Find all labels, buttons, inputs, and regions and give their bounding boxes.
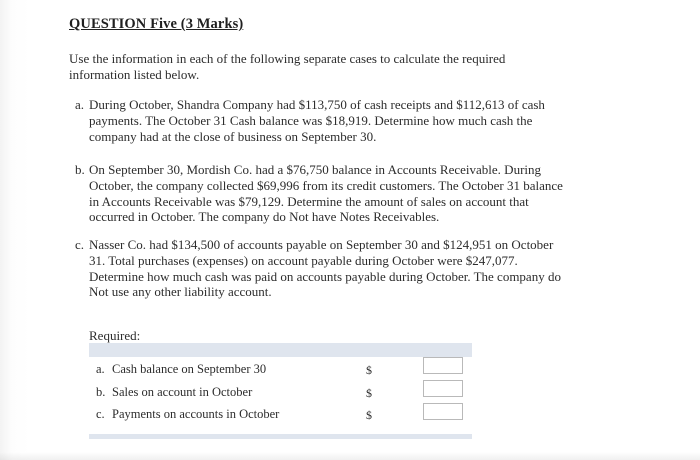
case-letter: a. (75, 97, 85, 112)
required-row-b (89, 382, 472, 404)
case-item-a (75, 97, 575, 147)
page-bottom-shadow (0, 452, 700, 460)
case-text: On September 30, Mordish Co. had a $76,750 balance in Accounts Receivable. During October, the company collected $69,996 from its credit customers. The October 31 balance in Accounts Receivable was $79,129. Determine the amount of sales on account that occurred in October. The company do Not have Notes Receivables. (89, 162, 563, 225)
required-row-c (89, 404, 472, 426)
case-letter: c. (75, 237, 85, 252)
row-label: Cash balance on September 30 (112, 362, 267, 376)
sales-on-account-input[interactable] (423, 380, 463, 397)
required-table-header-band (89, 343, 472, 357)
currency-symbol: $ (366, 363, 372, 377)
case-text: During October, Shandra Company had $113,750 of cash receipts and $112,613 of cash payments. The October 31 Cash balance was $18,919. Determine how much cash the company had at the close of business on September 30. (89, 97, 545, 144)
row-letter: b. (96, 385, 106, 399)
question-title: QUESTION Five (3 Marks) (69, 16, 244, 32)
required-label: Required: (89, 328, 141, 343)
payments-on-account-input[interactable] (423, 403, 463, 420)
row-label: Payments on accounts in October (112, 407, 280, 421)
currency-symbol: $ (366, 386, 372, 400)
required-table-footer-band (89, 434, 472, 439)
case-letter: b. (75, 162, 85, 177)
case-item-c (75, 237, 575, 303)
case-item-b (75, 162, 575, 228)
currency-symbol: $ (366, 408, 372, 422)
row-letter: c. (96, 407, 105, 421)
row-label: Sales on account in October (112, 385, 253, 399)
cash-balance-input[interactable] (423, 357, 463, 374)
question-intro: Use the information in each of the following separate cases to calculate the required information listed below. (69, 51, 506, 82)
row-letter: a. (96, 362, 105, 376)
required-row-a (89, 359, 472, 381)
case-text: Nasser Co. had $134,500 of accounts payable on September 30 and $124,951 on October 31. Total purchases (expenses) on account payable during October were $247,077. Determine how much cash was paid on accounts payable during October. The company do Not use any other liability account. (89, 237, 561, 300)
